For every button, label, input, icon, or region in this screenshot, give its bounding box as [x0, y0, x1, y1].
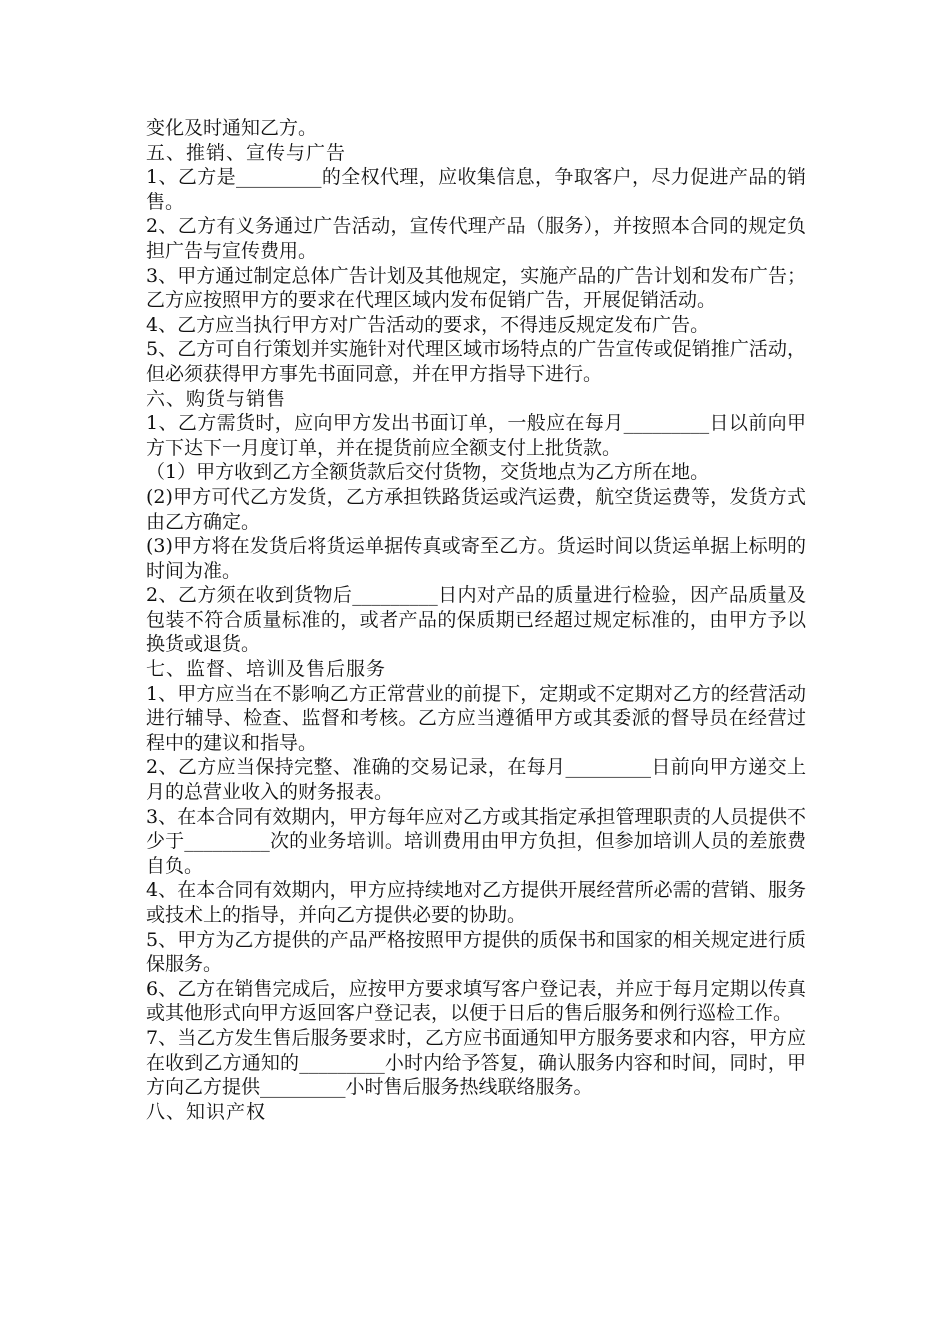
paragraph: 6、乙方在销售完成后，应按甲方要求填写客户登记表，并应于每月定期以传真或其他形式向甲方返回客户登记表，以便于日后的售后服务和例行巡检工作。 — [146, 977, 806, 1025]
paragraph: (3)甲方将在发货后将货运单据传真或寄至乙方。货运时间以货运单据上标明的时间为准。 — [146, 535, 806, 582]
paragraph: 1、甲方应当在不影响乙方正常营业的前提下，定期或不定期对乙方的经营活动进行辅导、检查、监督和考核。乙方应当遵循甲方或其委派的督导员在经营过程中的建议和指导。 — [146, 682, 806, 754]
paragraph: 4、乙方应当执行甲方对广告活动的要求，不得违反规定发布广告。 — [146, 313, 710, 336]
paragraph: 2、乙方有义务通过广告活动，宣传代理产品（服务），并按照本合同的规定负担广告与宣传费用。 — [146, 215, 806, 262]
section-heading: 七、监督、培训及售后服务 — [146, 658, 387, 681]
paragraph: 1、乙方是_________的全权代理，应收集信息，争取客户，尽力促进产品的销售。 — [146, 166, 806, 213]
paragraph: (2)甲方可代乙方发货，乙方承担铁路货运或汽运费，航空货运费等，发货方式由乙方确定。 — [146, 485, 806, 533]
paragraph: （1）甲方收到乙方全额货款后交付货物，交货地点为乙方所在地。 — [146, 461, 710, 484]
paragraph: 2、乙方须在收到货物后_________日内对产品的质量进行检验，因产品质量及包装不符合质量标准的，或者产品的保质期已经超过规定标准的，由甲方予以换货或退货。 — [146, 584, 806, 656]
document-page — [146, 116, 806, 1124]
paragraph: 7、当乙方发生售后服务要求时，乙方应书面通知甲方服务要求和内容，甲方应在收到乙方通知的_________小时内给予答复，确认服务内容和时间，同时，甲方向乙方提供_________小时售后服务热线联络服务。 — [146, 1026, 806, 1099]
section-heading: 五、推销、宣传与广告 — [146, 141, 347, 164]
paragraph: 5、乙方可自行策划并实施针对代理区域市场特点的广告宣传或促销推广活动，但必须获得甲方事先书面同意，并在甲方指导下进行。 — [146, 338, 806, 385]
paragraph: 1、乙方需货时，应向甲方发出书面订单，一般应在每月_________日以前向甲方下达下一月度订单，并在提货前应全额支付上批货款。 — [146, 412, 806, 459]
paragraph: 变化及时通知乙方。 — [146, 117, 318, 139]
section-heading: 八、知识产权 — [146, 1100, 267, 1123]
paragraph: 3、甲方通过制定总体广告计划及其他规定，实施产品的广告计划和发布广告；乙方应按照甲方的要求在代理区域内发布促销广告，开展促销活动。 — [146, 264, 806, 312]
section-heading: 六、购货与销售 — [146, 387, 287, 410]
paragraph: 4、在本合同有效期内，甲方应持续地对乙方提供开展经营所必需的营销、服务或技术上的指导，并向乙方提供必要的协助。 — [146, 879, 806, 926]
paragraph: 2、乙方应当保持完整、准确的交易记录，在每月_________日前向甲方递交上月的总营业收入的财务报表。 — [146, 756, 806, 804]
paragraph: 5、甲方为乙方提供的产品严格按照甲方提供的质保书和国家的相关规定进行质保服务。 — [146, 928, 806, 976]
paragraph: 3、在本合同有效期内，甲方每年应对乙方或其指定承担管理职责的人员提供不少于_________次的业务培训。培训费用由甲方负担，但参加培训人员的差旅费自负。 — [146, 805, 806, 877]
